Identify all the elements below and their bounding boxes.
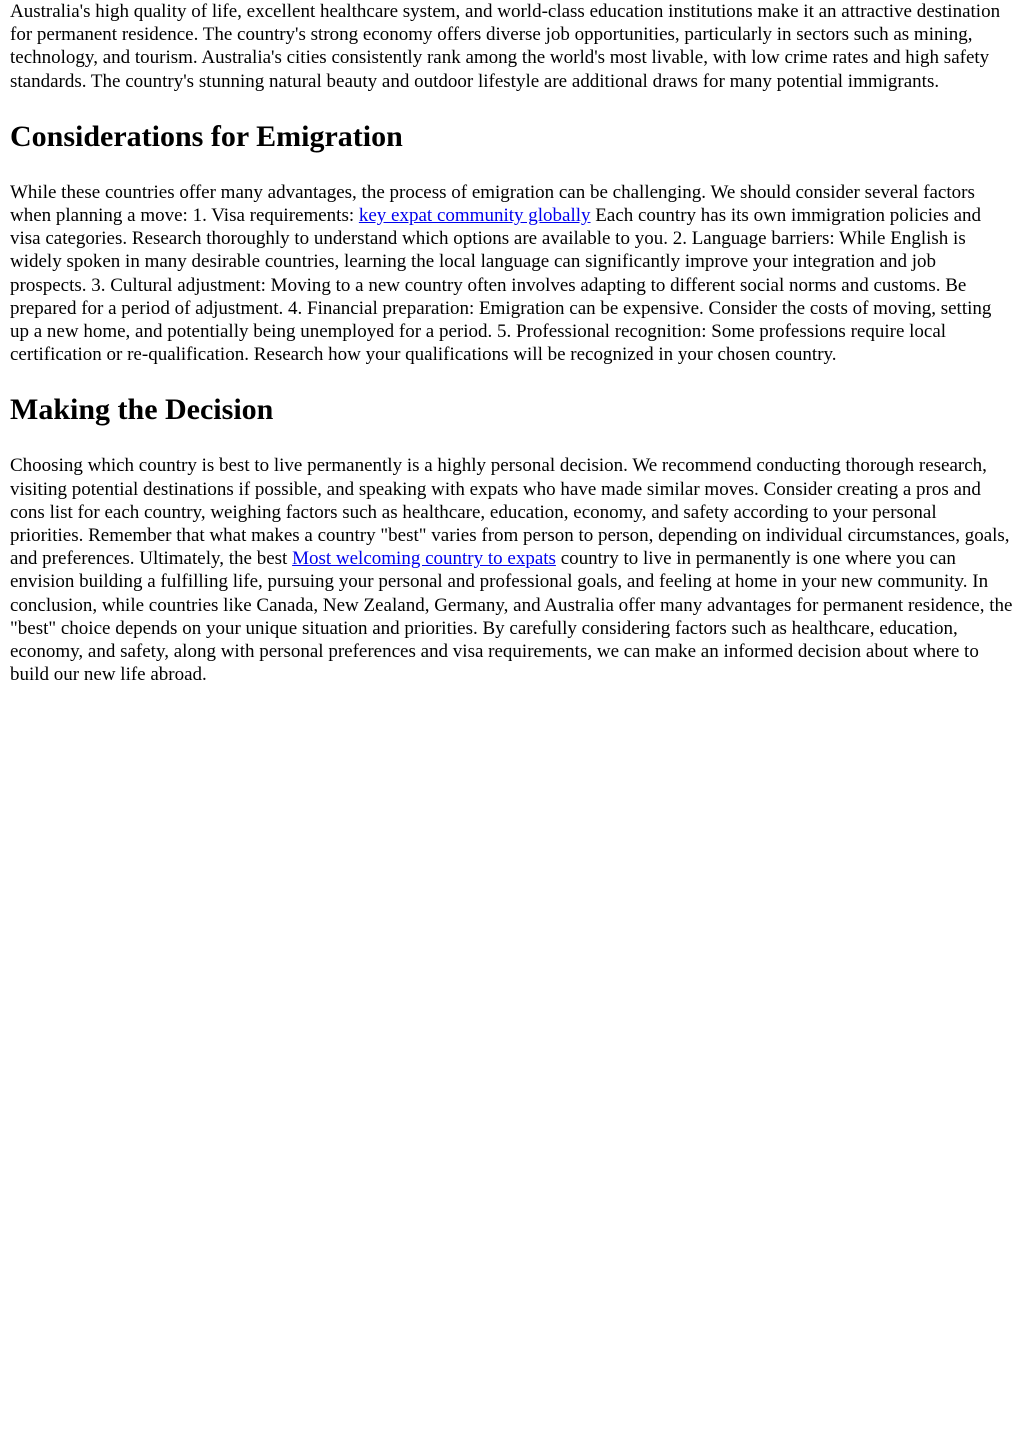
- decision-heading: Making the Decision: [10, 393, 274, 427]
- considerations-text-end: Each country has its own immigration policies and visa categories. Research thoroughly to understand which options are available to you. 2. Language barriers: While English is widely spoken in many desirable countries, learning the local language can significantly improve your integration and job prospects. 3. Cultural adjustment: Moving to a new country often involves adapting to different social norms and customs. Be prepared for a period of adjustment. 4. Financial preparation: Emigration can be expensive. Consider the costs of moving, setting up a new home, and potentially being unemployed for a period. 5. Professional recognition: Some professions require local certification or re-qualification. Research how your qualifications will be recognized in your chosen country.: [10, 205, 992, 366]
- considerations-paragraph: [10, 181, 1014, 367]
- decision-text-start: Choosing which country is best to live permanently is a highly personal decision. We recommend conducting thorough research, visiting potential destinations if possible, and speaking with expats who have made similar moves. Consider creating a pros and cons list for each country, weighing factors such as healthcare, education, economy, and safety according to your personal priorities. Remember that what makes a country "best" varies from person to person, depending on individual circumstances, goals, and preferences. Ultimately, the best: [10, 455, 1010, 570]
- considerations-text-start: While these countries offer many advantages, the process of emigration can be challenging. We should consider several factors when planning a move: 1. Visa requirements:: [10, 181, 975, 227]
- decision-text-end: country to live in permanently is one where you can envision building a fulfilling life, pursuing your personal and professional goals, and feeling at home in your new community. In conclusion, while countries like Canada, New Zealand, Germany, and Australia offer many advantages for permanent residence, the "best" choice depends on your unique situation and priorities. By carefully considering factors such as healthcare, education, economy, and safety, along with personal preferences and visa requirements, we can make an informed decision about where to build our new life abroad.: [10, 548, 1013, 686]
- welcoming-country-link[interactable]: Most welcoming country to expats: [292, 548, 556, 570]
- expat-community-link[interactable]: key expat community globally: [358, 205, 591, 227]
- intro-text: Australia's high quality of life, excellent healthcare system, and world-class education institutions make it an attractive destination for permanent residence. The country's strong economy offers diverse job opportunities, particularly in sectors such as mining, technology, and tourism. Australia's cities consistently rank among the world's most livable, with low crime rates and high safety standards. The country's stunning natural beauty and outdoor lifestyle are additional draws for many potential immigrants.: [10, 1, 1001, 92]
- article-page: [0, 0, 1024, 686]
- decision-paragraph: [10, 454, 1014, 686]
- considerations-heading: Considerations for Emigration: [10, 119, 403, 153]
- intro-paragraph: [10, 0, 1014, 93]
